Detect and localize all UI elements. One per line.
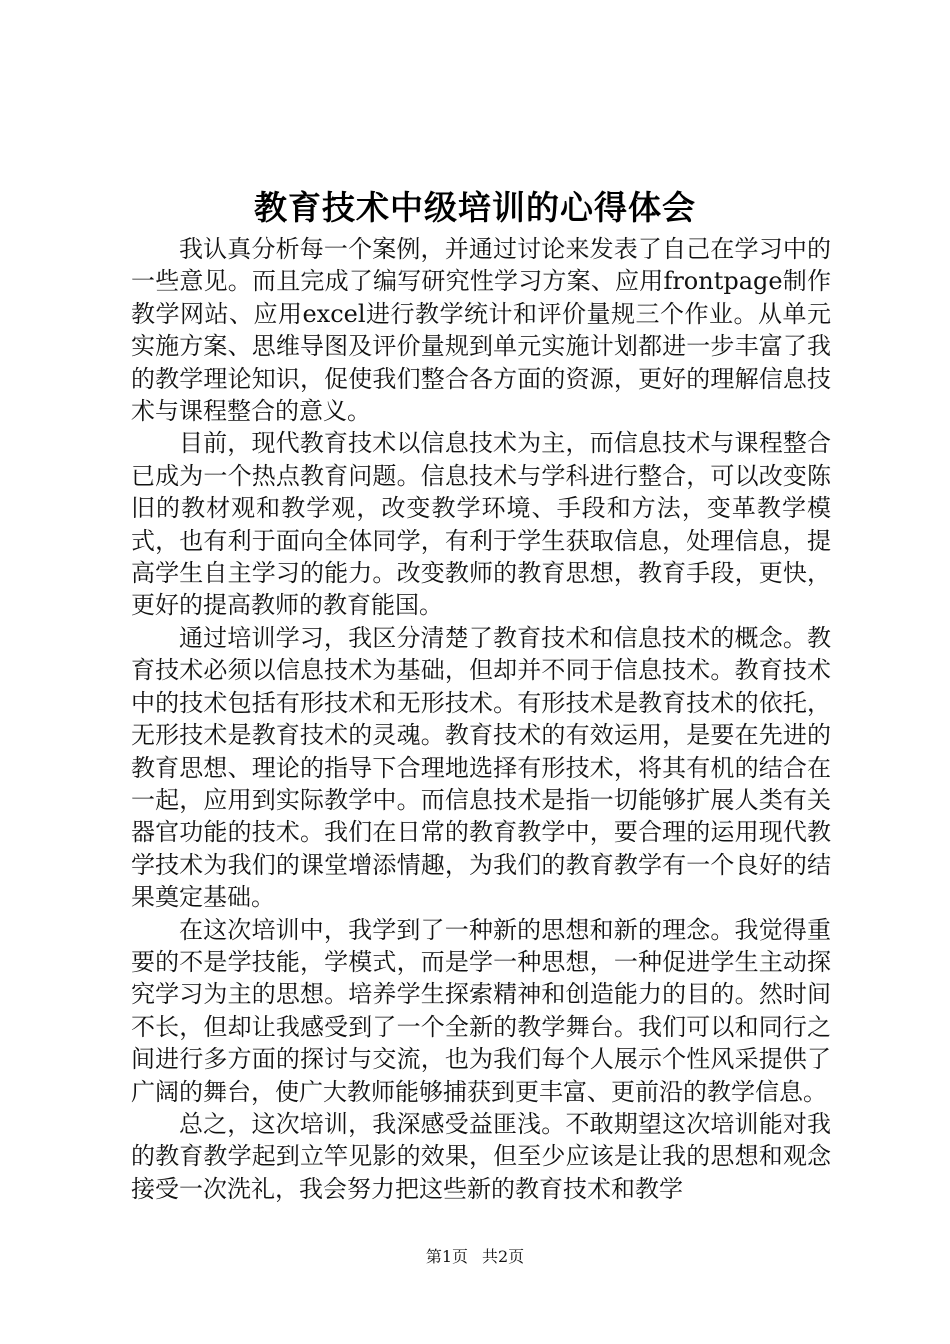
paragraph: 在这次培训中，我学到了一种新的思想和新的理念。我觉得重要的不是学技能，学模式，而是学一种思想，一种促进学生主动探究学习为主的思想。培养学生探索精神和创造能力的目的。然时间不长，但却让我感受到了一个全新的教学舞台。我们可以和同行之间进行多方面的探讨与交流，也为我们每个人展示个性风采提供了广阔的舞台，使广大教师能够捕获到更丰富、更前沿的教学信息。 <box>131 915 831 1106</box>
paragraph: 我认真分析每一个案例，并通过讨论来发表了自己在学习中的一些意见。而且完成了编写研究性学习方案、应用frontpage制作教学网站、应用excel进行教学统计和评价量规三个作业。从单元实施方案、思维导图及评价量规到单元实施计划都进一步丰富了我的教学理论知识，促使我们整合各方面的资源，更好的理解信息技术与课程整合的意义。 <box>131 235 831 426</box>
page-total: 共2页 <box>482 1247 525 1266</box>
page-footer <box>0 1246 950 1268</box>
document-body <box>131 233 831 1205</box>
paragraph: 总之，这次培训，我深感受益匪浅。不敢期望这次培训能对我的教育教学起到立竿见影的效果，但至少应该是让我的思想和观念接受一次洗礼，我会努力把这些新的教育技术和教学 <box>131 1109 831 1203</box>
paragraph: 通过培训学习，我区分清楚了教育技术和信息技术的概念。教育技术必须以信息技术为基础，但却并不同于信息技术。教育技术中的技术包括有形技术和无形技术。有形技术是教育技术的依托，无形技术是教育技术的灵魂。教育技术的有效运用，是要在先进的教育思想、理论的指导下合理地选择有形技术，将其有机的结合在一起，应用到实际教学中。而信息技术是指一切能够扩展人类有关器官功能的技术。我们在日常的教育教学中，要合理的运用现代教学技术为我们的课堂增添情趣，为我们的教育教学有一个良好的结果奠定基础。 <box>131 623 831 912</box>
document-title: 教育技术中级培训的心得体会 <box>254 188 696 227</box>
page-number: 第1页 <box>425 1247 468 1266</box>
paragraph: 目前，现代教育技术以信息技术为主，而信息技术与课程整合已成为一个热点教育问题。信息技术与学科进行整合，可以改变陈旧的教材观和教学观，改变教学环境、手段和方法，变革教学模式，也有利于面向全体同学，有利于学生获取信息，处理信息，提高学生自主学习的能力。改变教师的教育思想，教育手段，更快，更好的提高教师的教育能国。 <box>131 429 831 620</box>
